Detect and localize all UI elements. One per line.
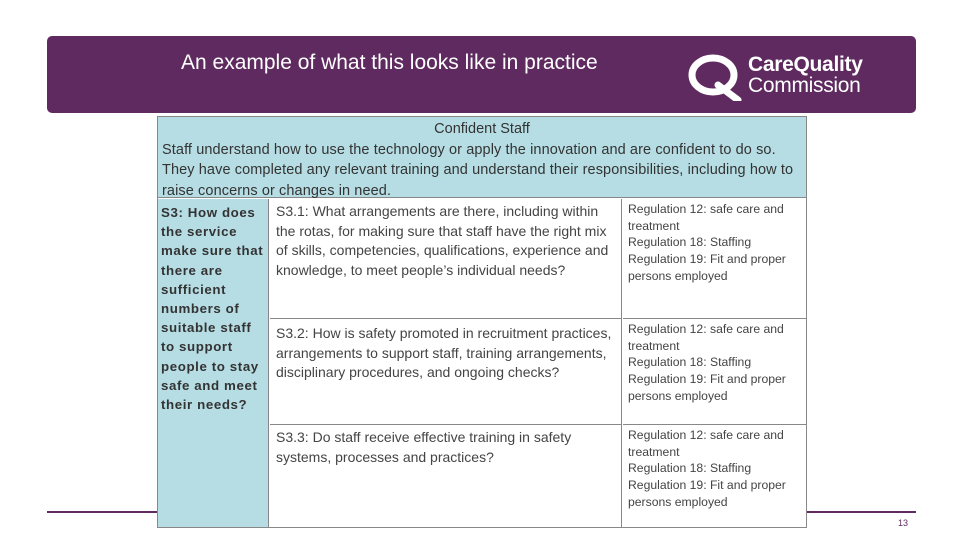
slide-title: An example of what this looks like in practice xyxy=(181,51,598,74)
logo-line-2: Commission xyxy=(748,74,861,97)
standard-cell: S3: How does the service make sure that there are sufficient numbers of suitable staff to support people to stay safe and meet their needs? xyxy=(158,199,269,527)
regulation-line: persons employed xyxy=(628,494,728,509)
regulation-line: Regulation 18: Staffing xyxy=(628,461,752,476)
logo-wordmark xyxy=(748,54,863,96)
regulation-line: persons employed xyxy=(628,268,728,283)
page-number: 13 xyxy=(898,518,909,528)
kloe-cell: S3.3: Do staff receive effective training in safety systems, processes and practices? xyxy=(270,425,622,527)
table-description: Staff understand how to use the technology or apply the innovation and are confident to do so. They have completed any relevant training and understand their responsibilities, including how to raise concerns or changes in need. xyxy=(162,141,794,199)
regulation-line: Regulation 19: Fit and proper xyxy=(628,478,786,493)
table-heading: Confident Staff xyxy=(434,121,530,137)
regulation-line: Regulation 19: Fit and proper xyxy=(628,372,786,387)
regulation-line: Regulation 12: safe care and xyxy=(628,322,784,336)
table-header xyxy=(158,117,806,198)
regulation-line: Regulation 19: Fit and proper xyxy=(628,252,786,267)
regulation-line: treatment xyxy=(628,444,680,459)
regulation-line: Regulation 12: safe care and xyxy=(628,202,784,216)
logo-line-1: CareQuality xyxy=(748,53,863,76)
kloe-cell: S3.2: How is safety promoted in recruitment practices, arrangements to support staff, training arrangements, disciplinary procedures, and ongoing checks? xyxy=(270,319,622,425)
regulations-cell xyxy=(623,425,806,527)
regulations-cell xyxy=(623,319,806,425)
regulation-line: persons employed xyxy=(628,388,728,403)
kloe-cell: S3.1: What arrangements are there, including within the rotas, for making sure that staff have the right mix of skills, competencies, qualifications, experience and knowledge, to meet people’s individual needs? xyxy=(270,199,622,319)
kloe-table xyxy=(157,116,807,528)
regulation-line: treatment xyxy=(628,338,680,353)
cqc-logo xyxy=(686,51,898,101)
regulations-cell xyxy=(623,199,806,319)
regulation-line: Regulation 18: Staffing xyxy=(628,235,752,250)
cqc-logo-mark-icon xyxy=(686,51,744,101)
regulation-line: treatment xyxy=(628,218,680,233)
regulation-line: Regulation 18: Staffing xyxy=(628,355,752,370)
regulation-line: Regulation 12: safe care and xyxy=(628,428,784,442)
